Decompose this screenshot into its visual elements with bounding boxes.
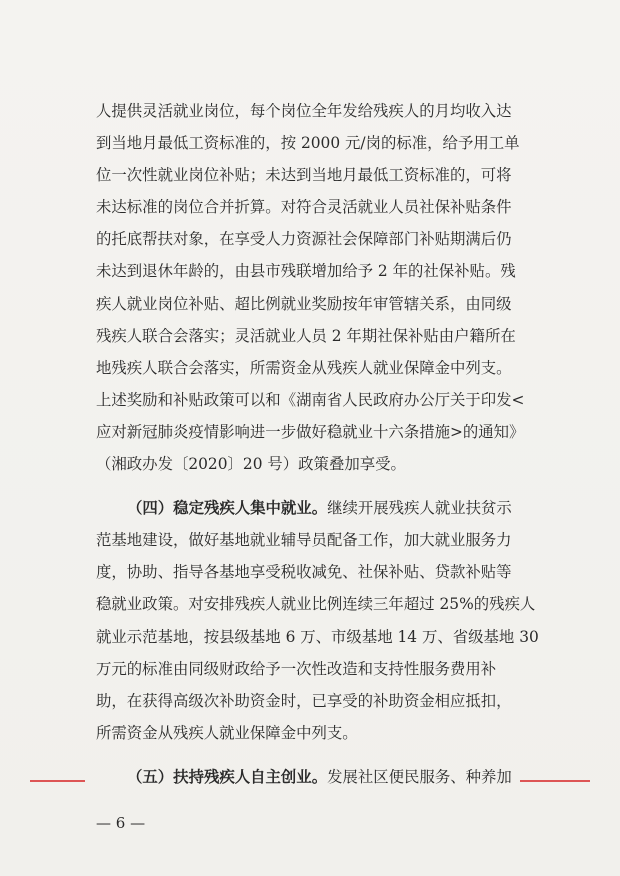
text-line: （湘政办发〔2020〕20 号）政策叠加享受。 bbox=[96, 455, 406, 474]
text-line: 到当地月最低工资标准的，按 2000 元/岗的标准，给予用工单 bbox=[96, 134, 520, 153]
text-line: 人提供灵活就业岗位，每个岗位全年发给残疾人的月均收入达 bbox=[96, 102, 512, 120]
text-line: 上述奖励和补贴政策可以和《湖南省人民政府办公厅关于印发< bbox=[96, 390, 525, 409]
text-line: 位一次性就业岗位补贴；未达到当地月最低工资标准的，可将 bbox=[96, 166, 512, 185]
text-line: 所需资金从残疾人就业保障金中列支。 bbox=[96, 723, 358, 742]
text-line: 稳就业政策。对安排残疾人就业比例连续三年超过 25%的残疾人 bbox=[96, 595, 536, 614]
text-line: 疾人就业岗位补贴、超比例就业奖励按年审管辖关系，由同级 bbox=[96, 294, 512, 313]
text-line: 的托底帮扶对象，在享受人力资源社会保障部门补贴期满后仍 bbox=[96, 230, 512, 249]
text-line: 度，协助、指导各基地享受税收减免、社保补贴、贷款补贴等 bbox=[96, 563, 512, 582]
section-5-first-line-text: 发展社区便民服务、种养加 bbox=[327, 767, 512, 786]
text-line: 残疾人联合会落实；灵活就业人员 2 年期社保补贴由户籍所在 bbox=[96, 326, 516, 345]
text-line: 未达标准的岗位合并折算。对符合灵活就业人员社保补贴条件 bbox=[96, 198, 512, 217]
text-line: 助，在获得高级次补助资金时，已享受的补助资金相应抵扣， bbox=[96, 691, 512, 710]
section-5-first-line bbox=[96, 761, 566, 793]
red-rule-left bbox=[30, 780, 85, 782]
red-rule-right bbox=[520, 780, 590, 782]
text-line: 地残疾人联合会落实，所需资金从残疾人就业保障金中列支。 bbox=[96, 358, 512, 377]
text-line: 万元的标准由同级财政给予一次性改造和支持性服务费用补 bbox=[96, 659, 497, 678]
text-line: 应对新冠肺炎疫情影响进一步做好稳就业十六条措施>的通知》 bbox=[96, 422, 525, 441]
section-5-heading: （五）扶持残疾人自主创业。 bbox=[127, 767, 328, 786]
page-number: — 6 — bbox=[96, 814, 146, 832]
text-line: 就业示范基地，按县级基地 6 万、市级基地 14 万、省级基地 30 bbox=[96, 627, 539, 646]
section-4-first-line bbox=[96, 492, 566, 524]
section-4-first-line-text: 继续开展残疾人就业扶贫示 bbox=[327, 499, 512, 518]
text-line: 未达到退休年龄的，由县市残联增加给予 2 年的社保补贴。残 bbox=[96, 262, 516, 281]
text-line: 范基地建设，做好基地就业辅导员配备工作，加大就业服务力 bbox=[96, 531, 512, 550]
body-text bbox=[96, 95, 566, 793]
section-4-heading: （四）稳定残疾人集中就业。 bbox=[127, 499, 328, 518]
